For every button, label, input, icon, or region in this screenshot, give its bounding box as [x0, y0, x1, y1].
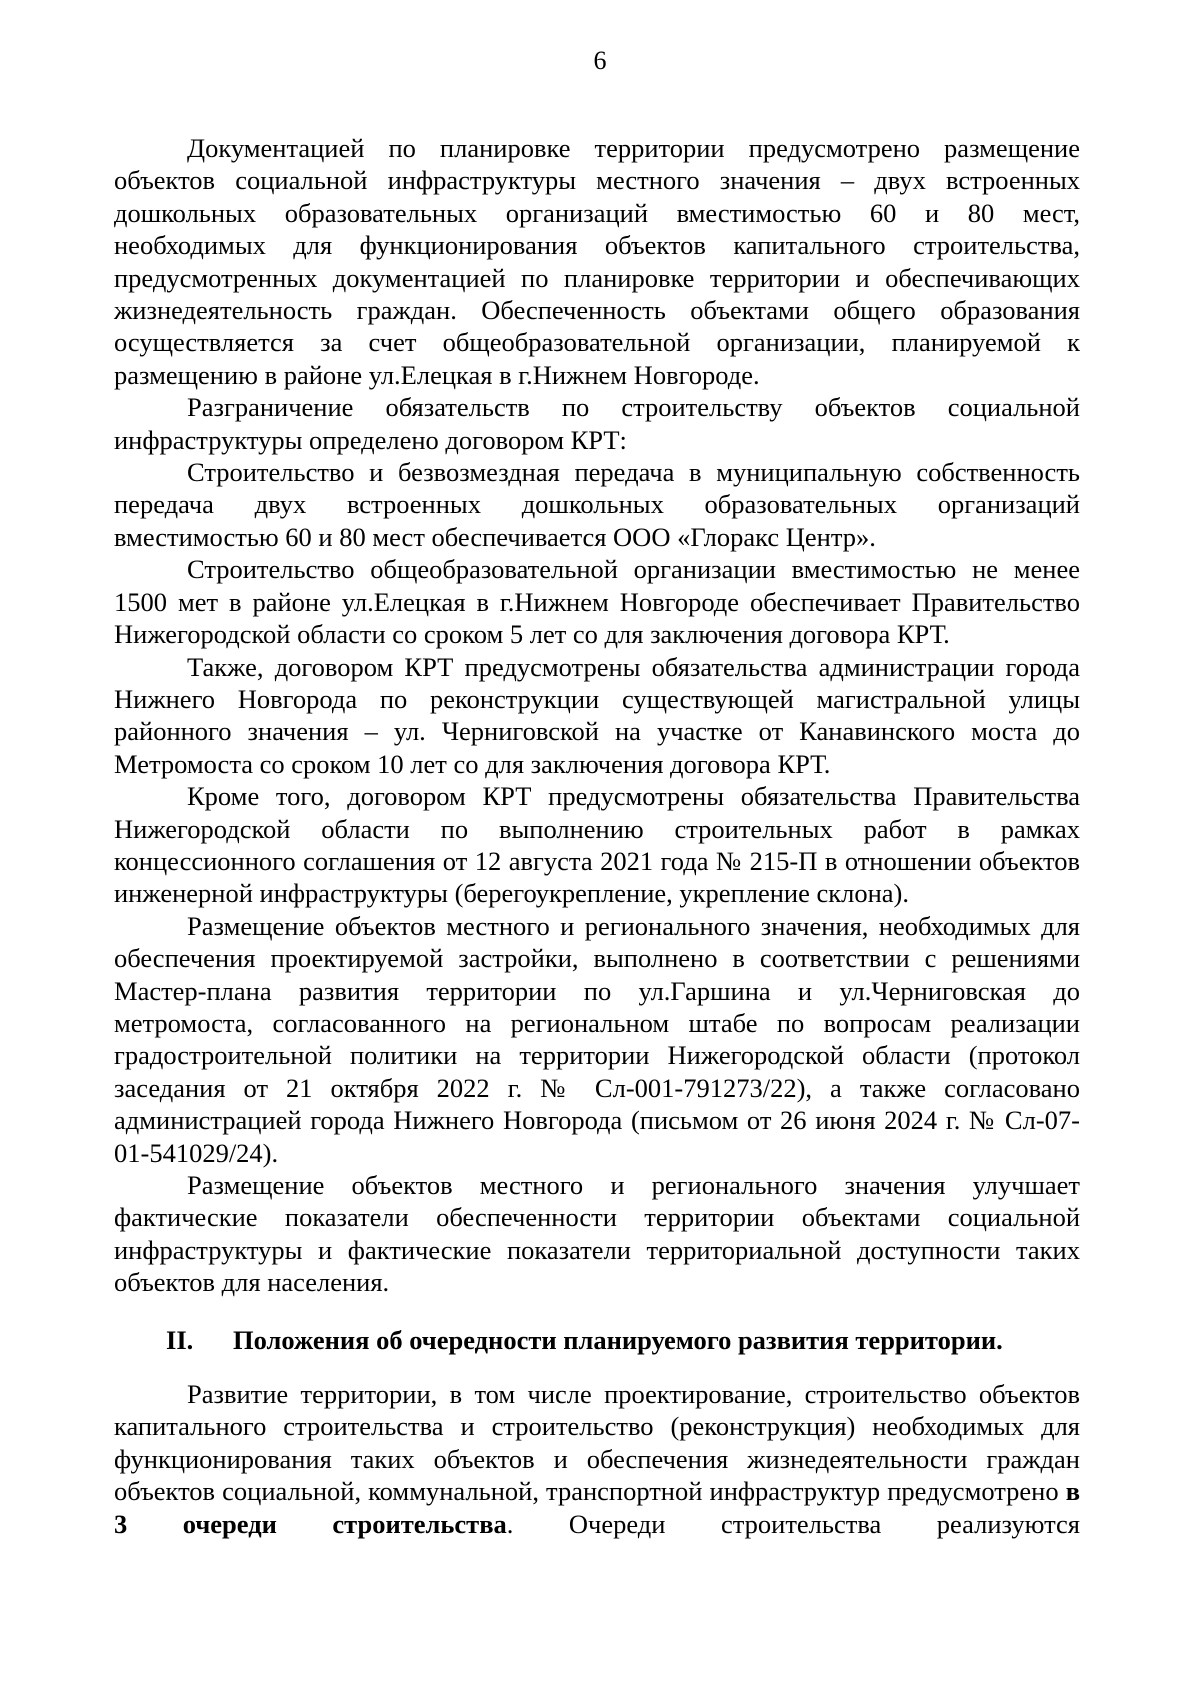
emphasis-text: в 3 очереди строительства	[114, 1476, 1080, 1539]
paragraph: Строительство общеобразовательной организации вместимостью не менее 1500 мет в районе ул.Елецкая в г.Нижнем Новгороде обеспечивает Правительство Нижегородской области со сроком 5 лет со для заключения договора КРТ.	[114, 554, 1080, 650]
page-number: 6	[593, 46, 607, 75]
paragraph: Разграничение обязательств по строительству объектов социальной инфраструктуры определено договором КРТ:	[114, 392, 1080, 455]
section-title: Положения об очередности планируемого развития территории.	[233, 1324, 1003, 1355]
paragraph-text-end: . Очереди строительства реализуются	[506, 1508, 1080, 1539]
paragraph: Кроме того, договором КРТ предусмотрены обязательства Правительства Нижегородской области по выполнению строительных работ в рамках концессионного соглашения от 12 августа 2021 года № 215-П в отношении объектов инженерной инфраструктуры (берегоукрепление, укрепление склона).	[114, 781, 1080, 909]
paragraph: Документацией по планировке территории предусмотрено размещение объектов социальной инфраструктуры местного значения – двух встроенных дошкольных образовательных организаций вместимостью 60 и 80 мест, необходимых для функционирования объектов капитального строительства, предусмотренных документацией по планировке территории и обеспечивающих жизнедеятельность граждан. Обеспеченность объектами общего образования осуществляется за счет общеобразовательной организации, планируемой к размещению в районе ул.Елецкая в г.Нижнем Новгороде.	[114, 133, 1080, 390]
section-heading	[114, 1324, 1080, 1356]
paragraph: Размещение объектов местного и регионального значения, необходимых для обеспечения проектируемой застройки, выполнено в соответствии с решениями Мастер-плана развития территории по ул.Гаршина и ул.Черниговская до метромоста, согласованного на региональном штабе по вопросам реализации градостроительной политики на территории Нижегородской области (протокол заседания от 21 октября 2022 г. № Сл-001-791273/22), а также согласовано администрацией города Нижнего Новгорода (письмом от 26 июня 2024 г. № Сл-07-01-541029/24).	[114, 910, 1080, 1168]
section-number: II.	[166, 1324, 194, 1355]
paragraph: Строительство и безвозмездная передача в муниципальную собственность передача двух встроенных дошкольных образовательных организаций вместимостью 60 и 80 мест обеспечивается ООО «Глоракс Центр».	[114, 457, 1080, 552]
document-body	[114, 132, 1080, 1540]
paragraph: Также, договором КРТ предусмотрены обязательства администрации города Нижнего Новгорода по реконструкции существующей магистральной улицы районного значения – ул. Черниговской на участке от Канавинского моста до Метромоста со сроком 10 лет со для заключения договора КРТ.	[114, 651, 1080, 779]
paragraph-text: Развитие территории, в том числе проектирование, строительство объектов капитального строительства и строительство (реконструкция) необходимых для функционирования таких объектов и обеспечения жизнедеятельности граждан объектов социальной, коммунальной, транспортной инфраструктур предусмотрено	[114, 1379, 1080, 1507]
paragraph: Размещение объектов местного и регионального значения улучшает фактические показатели обеспеченности территории объектами социальной инфраструктуры и фактические показатели территориальной доступности таких объектов для населения.	[114, 1170, 1080, 1298]
paragraph-continuing	[114, 1378, 1080, 1540]
